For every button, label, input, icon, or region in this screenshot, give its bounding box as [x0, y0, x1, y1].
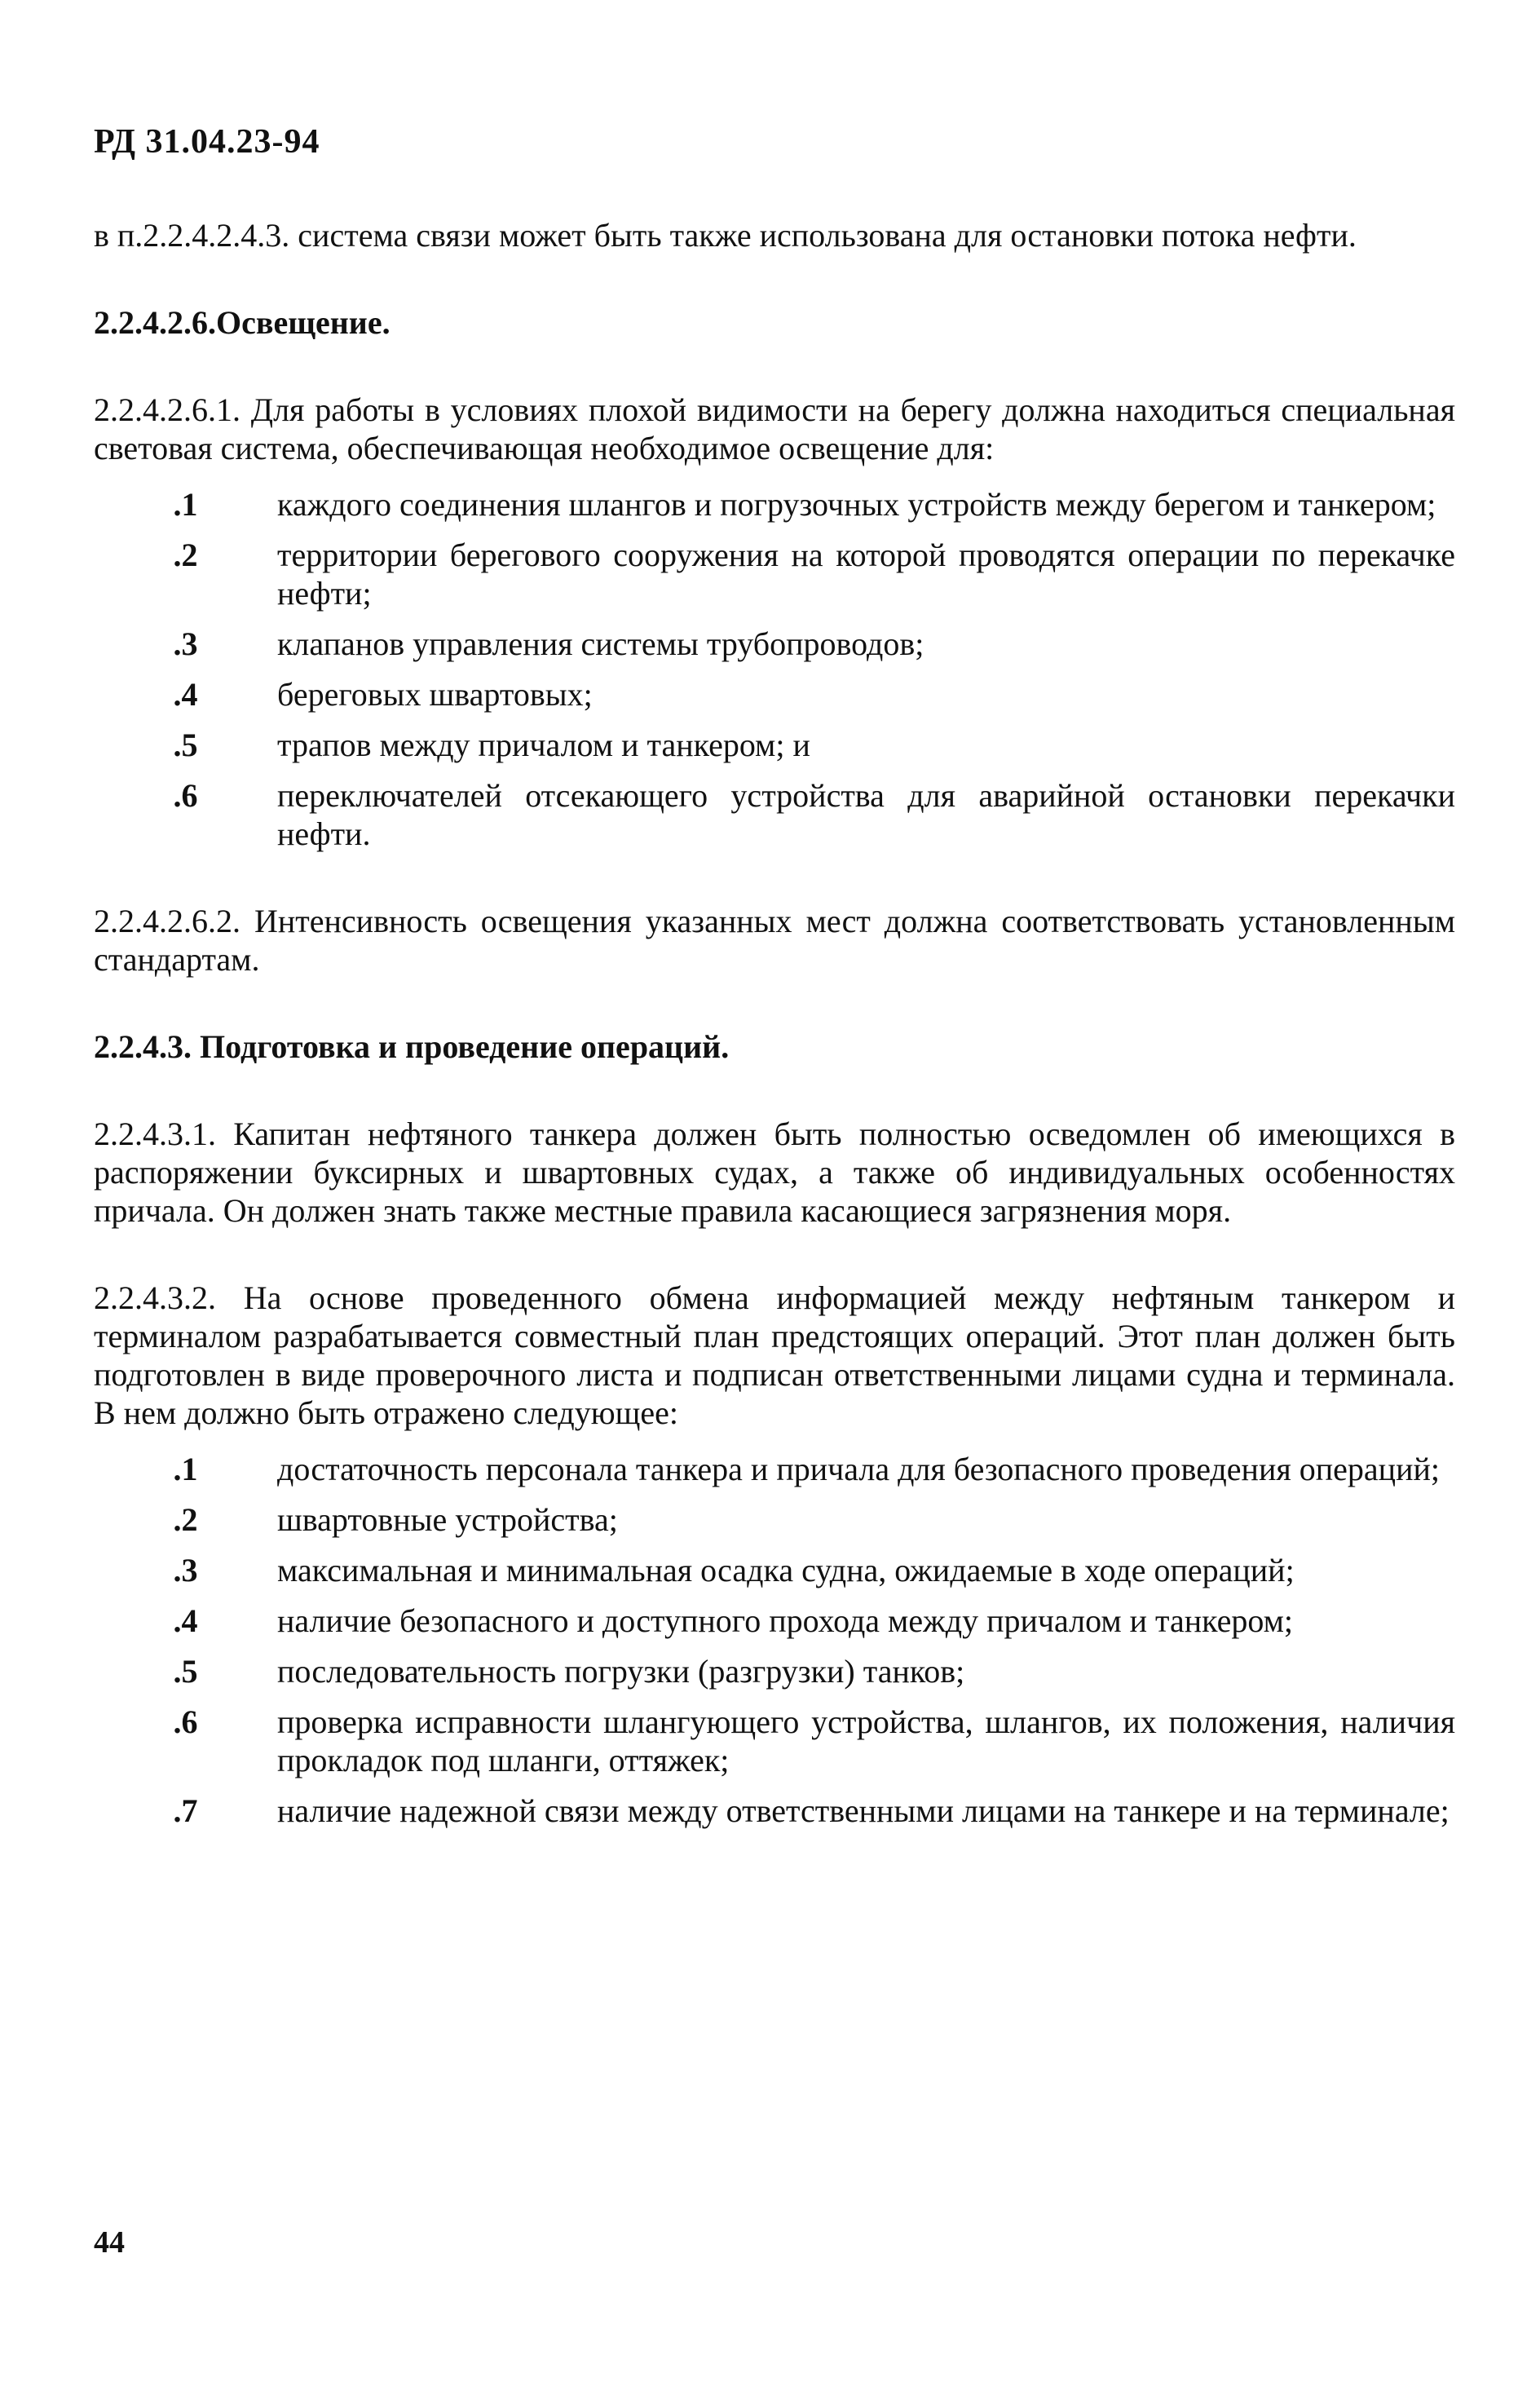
- list-item: [94, 536, 1455, 612]
- list-item: [94, 485, 1455, 524]
- list-item-number: .6: [173, 1703, 198, 1740]
- list-item-number: .3: [173, 625, 198, 662]
- list-item-number: .5: [173, 727, 198, 763]
- intro-paragraph: в п.2.2.4.2.4.3. система связи может быть также использована для остановки потока нефти.: [94, 217, 1357, 254]
- list-item-number: .2: [173, 1501, 198, 1538]
- list-item: [94, 1450, 1455, 1488]
- list-item-text: достаточность персонала танкера и причала для безопасного проведения операций;: [277, 1451, 1440, 1487]
- list-item: [94, 625, 1455, 663]
- list-item-number: .3: [173, 1552, 198, 1588]
- paragraph-2-2-4-3-2: 2.2.4.3.2. На основе проведенного обмена информацией между нефтяным танкером и терминалом разрабатывается совместный план предстоящих операций. Этот план должен быть подготовлен в виде проверочного листа и подписан ответственными лицами судна и терминала. В нем должно быть отражено следующее:: [94, 1279, 1455, 1431]
- page-number: 44: [94, 2225, 125, 2260]
- list-item-text: клапанов управления системы трубопроводов;: [277, 625, 924, 662]
- list-item-text: швартовные устройства;: [277, 1501, 618, 1538]
- list-item-text: наличие безопасного и доступного прохода между причалом и танкером;: [277, 1602, 1294, 1639]
- list-item-number: .6: [173, 777, 198, 814]
- section-heading-lighting: 2.2.4.2.6.Освещение.: [94, 304, 391, 341]
- list-item: [94, 1551, 1455, 1589]
- list-item-number: .7: [173, 1792, 198, 1829]
- list-item-text: максимальная и минимальная осадка судна, ожидаемые в ходе операций;: [277, 1552, 1295, 1588]
- list-item-number: .1: [173, 1451, 198, 1487]
- list-item-number: .1: [173, 486, 198, 523]
- paragraph-2-2-4-2-6-2: 2.2.4.2.6.2. Интенсивность освещения указанных мест должна соответствовать установленным стандартам.: [94, 903, 1455, 978]
- list-item: [94, 675, 1455, 714]
- list-item-number: .5: [173, 1653, 198, 1690]
- list-item: [94, 1792, 1455, 1830]
- list-item-text: территории берегового сооружения на которой проводятся операции по перекачке нефти;: [277, 537, 1455, 612]
- operations-checklist: [94, 1450, 1455, 1830]
- document-code-header: РД 31.04.23-94: [94, 123, 320, 161]
- list-item: [94, 1652, 1455, 1690]
- list-item: [94, 1703, 1455, 1779]
- paragraph-2-2-4-3-1: 2.2.4.3.1. Капитан нефтяного танкера должен быть полностью осведомлен об имеющихся в распоряжении буксирных и швартовных судах, а также об индивидуальных особенностях причала. Он должен знать также местные правила касающиеся загрязнения моря.: [94, 1116, 1455, 1229]
- paragraph-2-2-4-2-6-1: 2.2.4.2.6.1. Для работы в условиях плохой видимости на берегу должна находиться специальная световая система, обеспечивающая необходимое освещение для:: [94, 391, 1455, 466]
- list-item-text: проверка исправности шлангующего устройства, шлангов, их положения, наличия прокладок под шланги, оттяжек;: [277, 1703, 1455, 1778]
- list-item-number: .2: [173, 537, 198, 573]
- list-item-number: .4: [173, 676, 198, 713]
- list-item-text: последовательность погрузки (разгрузки) танков;: [277, 1653, 965, 1690]
- list-item: [94, 1602, 1455, 1640]
- list-item-number: .4: [173, 1602, 198, 1639]
- document-body: [94, 216, 1455, 1879]
- list-item-text: каждого соединения шлангов и погрузочных устройств между берегом и танкером;: [277, 486, 1436, 523]
- list-item-text: переключателей отсекающего устройства для аварийной остановки перекачки нефти.: [277, 777, 1455, 852]
- list-item: [94, 776, 1455, 853]
- list-item: [94, 726, 1455, 764]
- list-item-text: береговых швартовых;: [277, 676, 593, 713]
- lighting-list: [94, 485, 1455, 853]
- section-heading-operations: 2.2.4.3. Подготовка и проведение операций.: [94, 1028, 730, 1065]
- list-item-text: трапов между причалом и танкером; и: [277, 727, 810, 763]
- list-item-text: наличие надежной связи между ответственными лицами на танкере и на терминале;: [277, 1792, 1450, 1829]
- list-item: [94, 1500, 1455, 1539]
